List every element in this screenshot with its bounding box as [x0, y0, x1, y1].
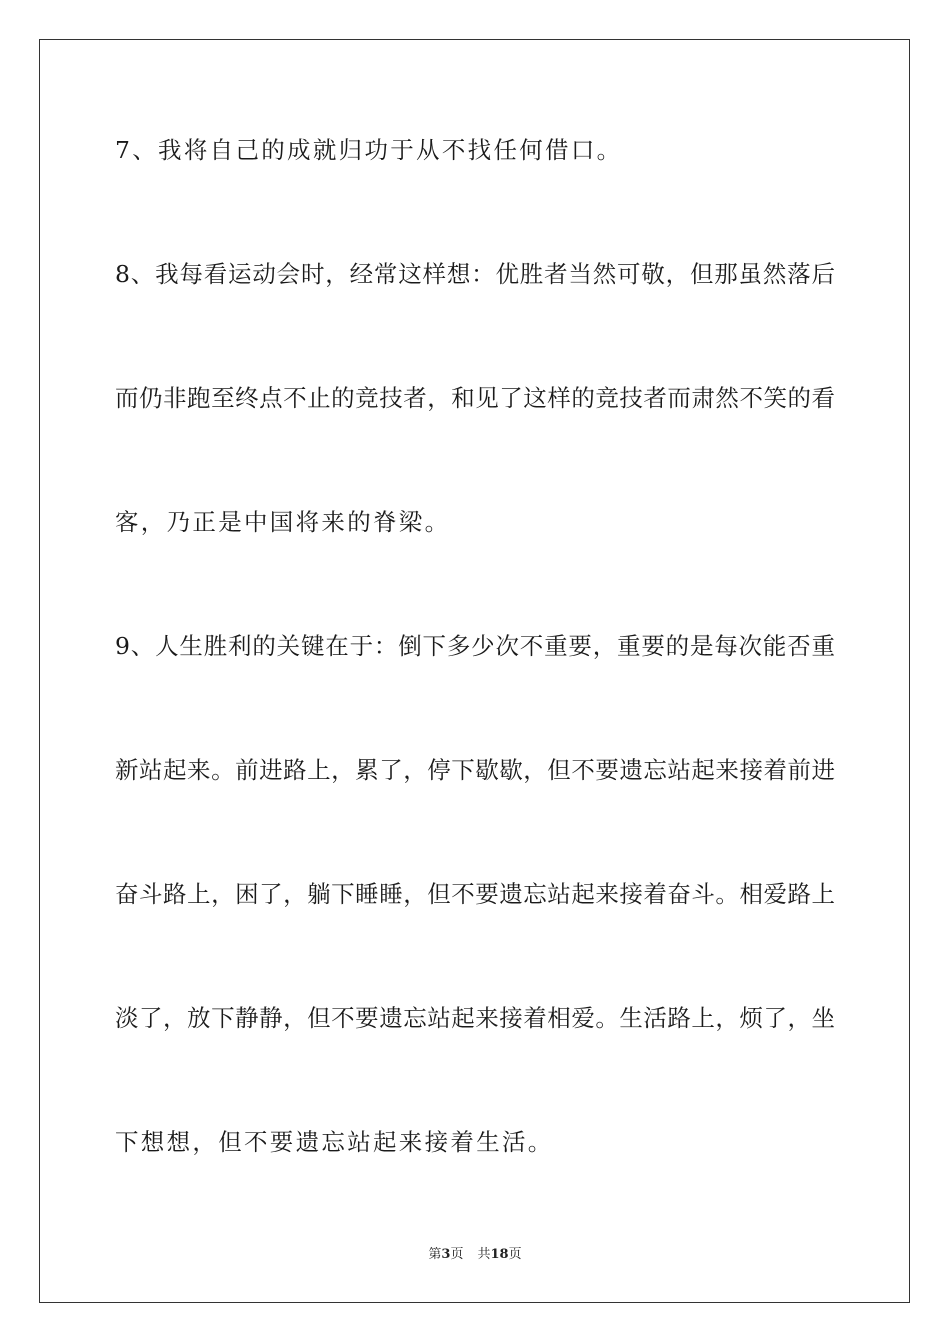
page-number: 3 [441, 1247, 451, 1262]
text-line-2: 8、我每看运动会时，经常这样想：优胜者当然可敬，但那虽然落后 [115, 260, 835, 288]
text-line-8: 淡了，放下静静，但不要遗忘站起来接着相爱。生活路上，烦了，坐 [115, 1004, 835, 1032]
page-border [39, 39, 910, 1303]
total-pages: 18 [490, 1247, 509, 1262]
text-line-7: 奋斗路上，困了，躺下睡睡，但不要遗忘站起来接着奋斗。相爱路上 [115, 880, 835, 908]
text-line-4: 客，乃正是中国将来的脊梁。 [115, 508, 451, 536]
total-label-suffix: 页 [508, 1247, 522, 1262]
page-label-suffix: 页 [450, 1247, 464, 1262]
text-line-5: 9、人生胜利的关键在于：倒下多少次不重要，重要的是每次能否重 [115, 632, 835, 660]
page-footer [0, 1246, 950, 1264]
text-line-1: 7、我将自己的成就归功于从不找任何借口。 [115, 136, 623, 164]
page-label-prefix: 第 [428, 1247, 442, 1262]
text-line-3: 而仍非跑至终点不止的竞技者，和见了这样的竞技者而肃然不笑的看 [115, 384, 835, 412]
text-line-9: 下想想，但不要遗忘站起来接着生活。 [115, 1128, 554, 1156]
total-label-prefix: 共 [477, 1247, 491, 1262]
text-line-6: 新站起来。前进路上，累了，停下歇歇，但不要遗忘站起来接着前进 [115, 756, 835, 784]
